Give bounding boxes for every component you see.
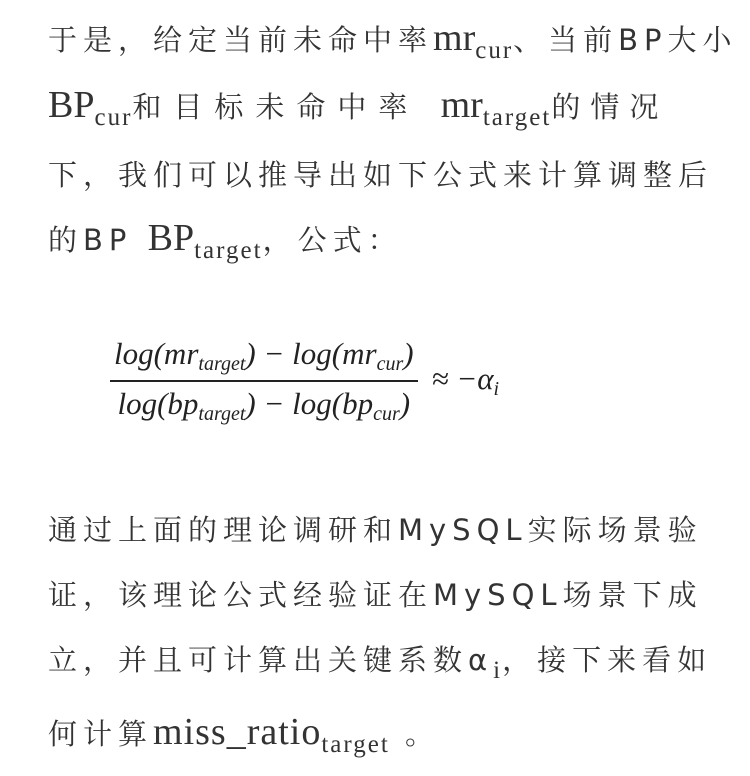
math-sub: cur xyxy=(373,403,400,425)
math: log(mr xyxy=(114,336,199,371)
text: 、当前BP大小 xyxy=(513,23,738,57)
formula-rhs xyxy=(432,361,500,401)
text: 的BP xyxy=(48,223,148,257)
math-var: BP xyxy=(147,217,195,259)
text: 的情况 xyxy=(551,90,669,124)
text: 立，并且可计算出关键系数α xyxy=(48,643,494,677)
math-sub: i xyxy=(493,657,503,684)
text-line xyxy=(48,640,712,691)
math: ) xyxy=(403,336,414,371)
text-line xyxy=(48,712,440,765)
math-var: miss_ratio xyxy=(153,711,322,753)
math: ) xyxy=(399,386,411,421)
text-line xyxy=(48,85,668,138)
denominator xyxy=(113,382,414,426)
formula xyxy=(110,336,499,426)
math-sub: target xyxy=(198,403,246,425)
math-sub: target xyxy=(198,353,246,375)
math: ≈ −α xyxy=(431,361,494,396)
math-var: BP xyxy=(48,84,95,126)
math-sub: cur xyxy=(475,37,514,64)
math: log(bp xyxy=(117,386,199,421)
math: ) − log(mr xyxy=(245,336,377,371)
text: 何计算 xyxy=(48,717,154,751)
text-line xyxy=(48,510,703,550)
text-line xyxy=(48,218,403,271)
fraction xyxy=(110,336,418,426)
math-sub: target xyxy=(194,237,263,264)
text: 通过上面的理论调研和MySQL实际场景验 xyxy=(48,513,703,547)
text-line xyxy=(48,18,738,71)
math-sub: cur xyxy=(376,353,404,375)
math-sub: target xyxy=(482,104,552,131)
text: 于是，给定当前未命中率 xyxy=(48,23,434,57)
text: ，公式： xyxy=(262,223,403,257)
math: ) − log(bp xyxy=(245,386,374,421)
text-line xyxy=(48,155,713,195)
text: 证，该理论公式经验证在MySQL场景下成 xyxy=(48,578,703,612)
math-var: mr xyxy=(433,17,476,59)
text-line xyxy=(48,575,703,615)
math-sub: target xyxy=(321,731,390,758)
text: 和目标未命中率 xyxy=(132,90,441,124)
numerator xyxy=(110,336,418,380)
text: 。 xyxy=(389,717,441,751)
math-sub: cur xyxy=(94,104,133,131)
math-var: mr xyxy=(440,84,483,126)
math-sub: i xyxy=(493,378,500,400)
text: ，接下来看如 xyxy=(502,643,713,677)
text: 下，我们可以推导出如下公式来计算调整后 xyxy=(48,158,714,192)
